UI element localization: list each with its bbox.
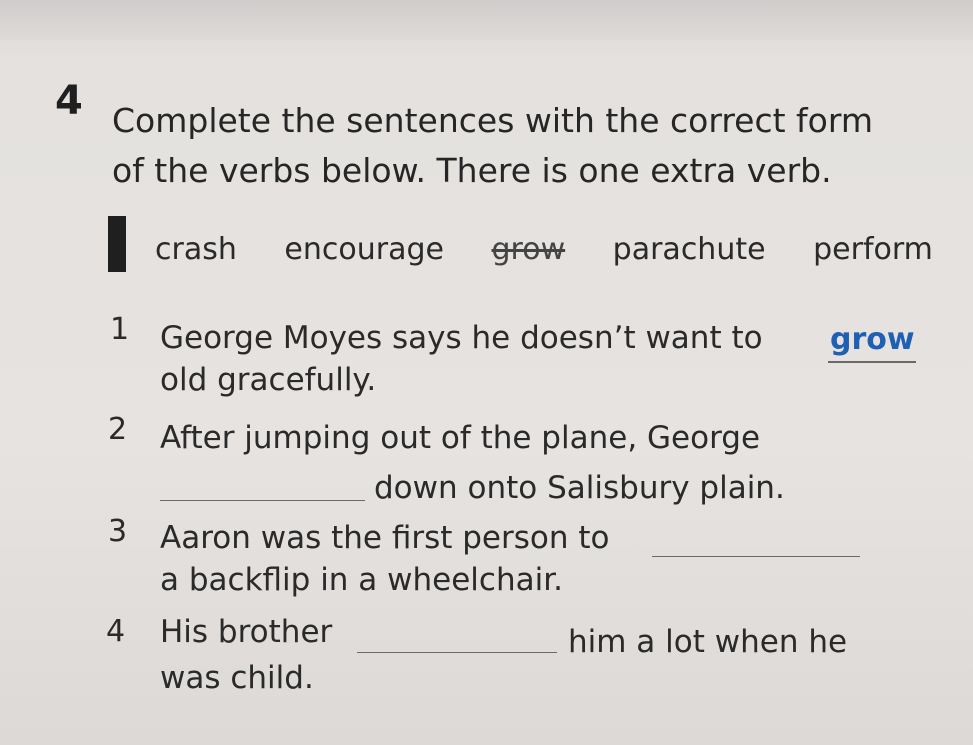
- item-2-number: 2: [108, 412, 128, 447]
- instruction-line-2: of the verbs below. There is one extra verb.: [112, 151, 832, 190]
- item-1-number: 1: [110, 312, 130, 347]
- exercise-instruction: [112, 96, 942, 196]
- item-1-answer-line: [828, 361, 916, 363]
- word-grow-struck: grow: [491, 232, 566, 267]
- word-parachute: parachute: [612, 232, 766, 267]
- instruction-line-1: Complete the sentences with the correct form: [112, 101, 873, 140]
- word-box-marker: [108, 216, 126, 272]
- item-4-number: 4: [106, 614, 126, 649]
- item-4-line-1b: him a lot when he: [568, 624, 848, 660]
- item-2-blank[interactable]: [160, 500, 365, 501]
- item-1-answer: grow: [830, 322, 915, 357]
- word-crash: crash: [155, 232, 237, 267]
- word-box: [155, 232, 971, 267]
- item-4-line-2: was child.: [160, 660, 314, 696]
- item-2-line-2: down onto Salisbury plain.: [374, 470, 785, 506]
- item-3-line-2: a backflip in a wheelchair.: [160, 562, 563, 598]
- word-encourage: encourage: [284, 232, 444, 267]
- item-4-line-1a: His brother: [160, 614, 333, 650]
- item-1-line-1: George Moyes says he doesn’t want to: [160, 320, 763, 356]
- item-3-line-1: Aaron was the first person to: [160, 520, 610, 556]
- exercise-number: 4: [55, 78, 83, 124]
- item-4-blank[interactable]: [357, 652, 557, 653]
- page-top-shadow: [0, 0, 973, 40]
- item-2-line-1: After jumping out of the plane, George: [160, 420, 761, 456]
- word-perform: perform: [813, 232, 933, 267]
- item-3-number: 3: [108, 514, 128, 549]
- item-3-blank[interactable]: [652, 556, 860, 557]
- item-1-line-2: old gracefully.: [160, 362, 377, 398]
